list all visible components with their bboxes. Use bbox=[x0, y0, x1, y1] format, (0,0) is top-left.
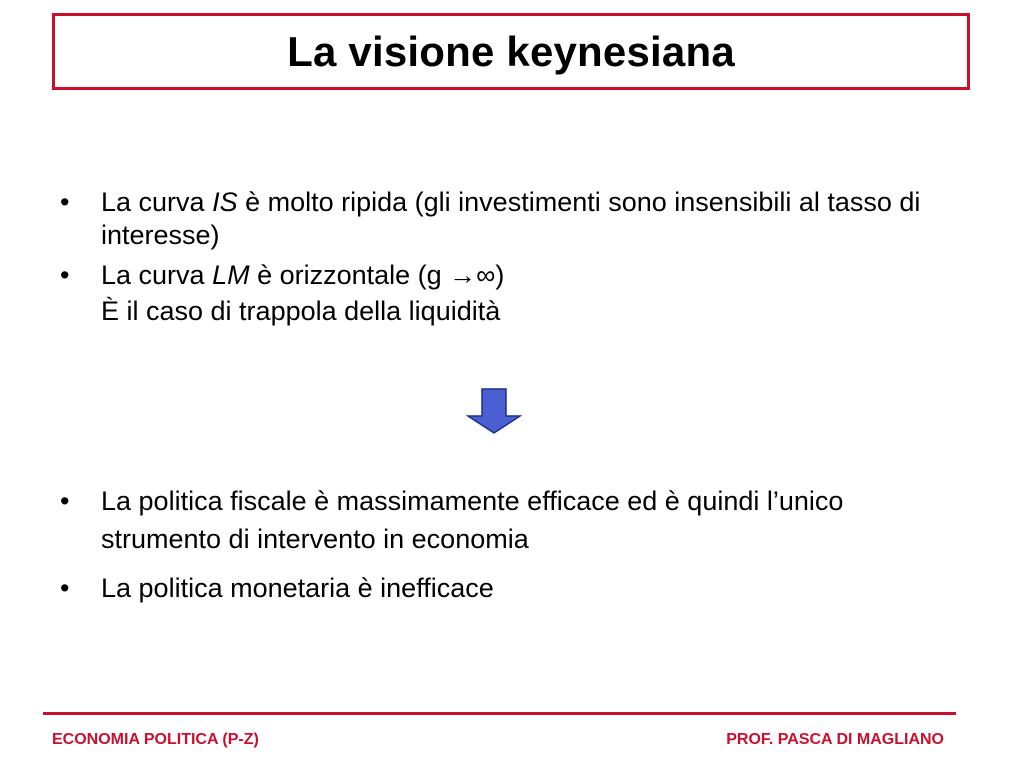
bullet-icon: • bbox=[60, 187, 70, 217]
bullet-list-top bbox=[60, 186, 960, 335]
continuation-text: È il caso di trappola della liquidità bbox=[101, 296, 501, 326]
bullet-text-italic: IS bbox=[212, 187, 238, 217]
title-box bbox=[52, 13, 970, 90]
bullet-text: La politica monetaria è inefficace bbox=[101, 573, 494, 603]
bullet-text-post: è molto ripida (gli investimenti sono insensibili al tasso di interesse) bbox=[101, 187, 921, 250]
slide-title: La visione keynesiana bbox=[287, 27, 735, 75]
bullet-text-italic: LM bbox=[212, 260, 250, 290]
bullet-item bbox=[60, 259, 960, 328]
bullet-item bbox=[60, 482, 960, 558]
down-arrow-icon bbox=[466, 388, 522, 434]
bullet-text-pre: La curva bbox=[101, 187, 213, 217]
footer-author: PROF. PASCA DI MAGLIANO bbox=[726, 731, 944, 748]
footer-course: ECONOMIA POLITICA (P-Z) bbox=[52, 731, 259, 748]
bullet-icon: • bbox=[60, 486, 70, 516]
bullet-text-post: è orizzontale (g →∞) bbox=[249, 260, 505, 290]
bullet-item bbox=[60, 569, 960, 607]
bullet-list-bottom bbox=[60, 482, 960, 618]
bullet-text-pre: La curva bbox=[101, 260, 213, 290]
bullet-icon: • bbox=[60, 573, 70, 603]
footer-divider bbox=[43, 712, 956, 715]
bullet-item bbox=[60, 186, 960, 252]
bullet-text: La politica fiscale è massimamente efficace ed è quindi l’unico strumento di intervento in economia bbox=[101, 486, 844, 554]
bullet-icon: • bbox=[60, 260, 70, 290]
